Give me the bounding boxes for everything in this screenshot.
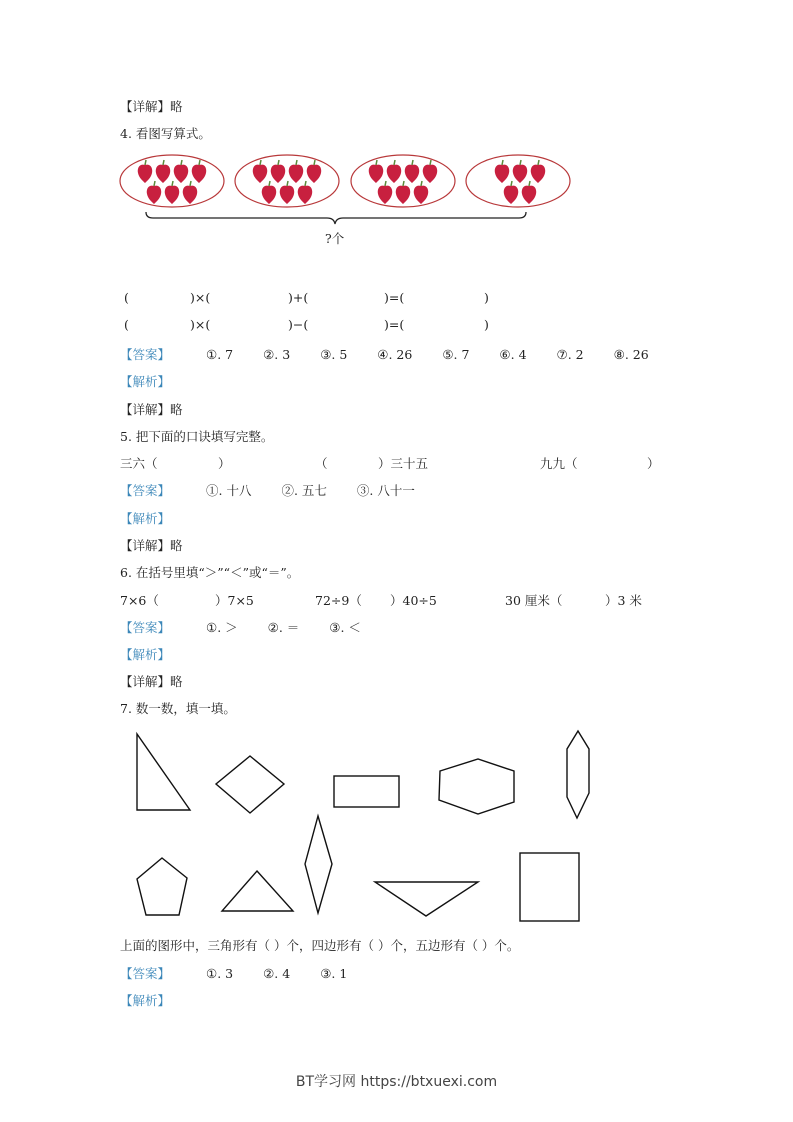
- q7-question: 上面的图形中，三角形有（ ）个，四边形有（ ）个，五边形有（ ）个。: [120, 938, 520, 953]
- q3-detail: 【详解】略: [120, 99, 183, 114]
- q6-analysis-label: 【解析】: [120, 647, 171, 662]
- q4-detail: 【详解】略: [120, 402, 183, 417]
- narrow-hexagon-shape: [567, 731, 589, 818]
- answer-label: 【答案】: [120, 347, 171, 362]
- pentagon-shape: [137, 858, 187, 915]
- q6-detail: 【详解】略: [120, 674, 183, 689]
- q4-title: 4. 看图写算式。: [120, 126, 211, 141]
- q7-answer-row: 【答案】 ①. 3 ②. 4 ③. 1: [120, 966, 348, 981]
- hexagon-shape: [439, 759, 514, 814]
- q4-analysis-label: 【解析】: [120, 374, 171, 389]
- q7-analysis-label: 【解析】: [120, 993, 171, 1008]
- inverted-triangle-shape: [375, 882, 478, 916]
- q5-answer-row: 【答案】 ①. 十八 ②. 五七 ③. 八十一: [120, 483, 415, 498]
- shapes-figure: [110, 720, 610, 940]
- q5-detail: 【详解】略: [120, 538, 183, 553]
- rectangle-shape: [334, 776, 399, 807]
- narrow-rhombus-shape: [305, 816, 332, 913]
- q5-analysis-label: 【解析】: [120, 511, 171, 526]
- square-shape: [520, 853, 579, 921]
- rhombus-shape: [216, 756, 284, 813]
- footer-watermark: BT学习网 https://btxuexi.com: [295, 1074, 498, 1090]
- brace-label: ?个: [325, 231, 345, 246]
- right-triangle-shape: [137, 734, 190, 810]
- triangle-shape: [222, 871, 293, 911]
- q4-answer-row: 【答案】 ①. 7 ②. 3 ③. 5 ④. 26 ⑤. 7 ⑥. 4 ⑦. 2 ⑧. 26: [120, 347, 649, 362]
- q5-title: 5. 把下面的口诀填写完整。: [120, 429, 274, 444]
- strawberry-groups-figure: [115, 148, 585, 248]
- q6-title: 6. 在括号里填“＞”“＜”或“＝”。: [120, 565, 300, 580]
- q7-title: 7. 数一数，填一填。: [120, 701, 236, 716]
- q6-answer-row: 【答案】 ①. ＞ ②. ＝ ③. ＜: [120, 620, 361, 635]
